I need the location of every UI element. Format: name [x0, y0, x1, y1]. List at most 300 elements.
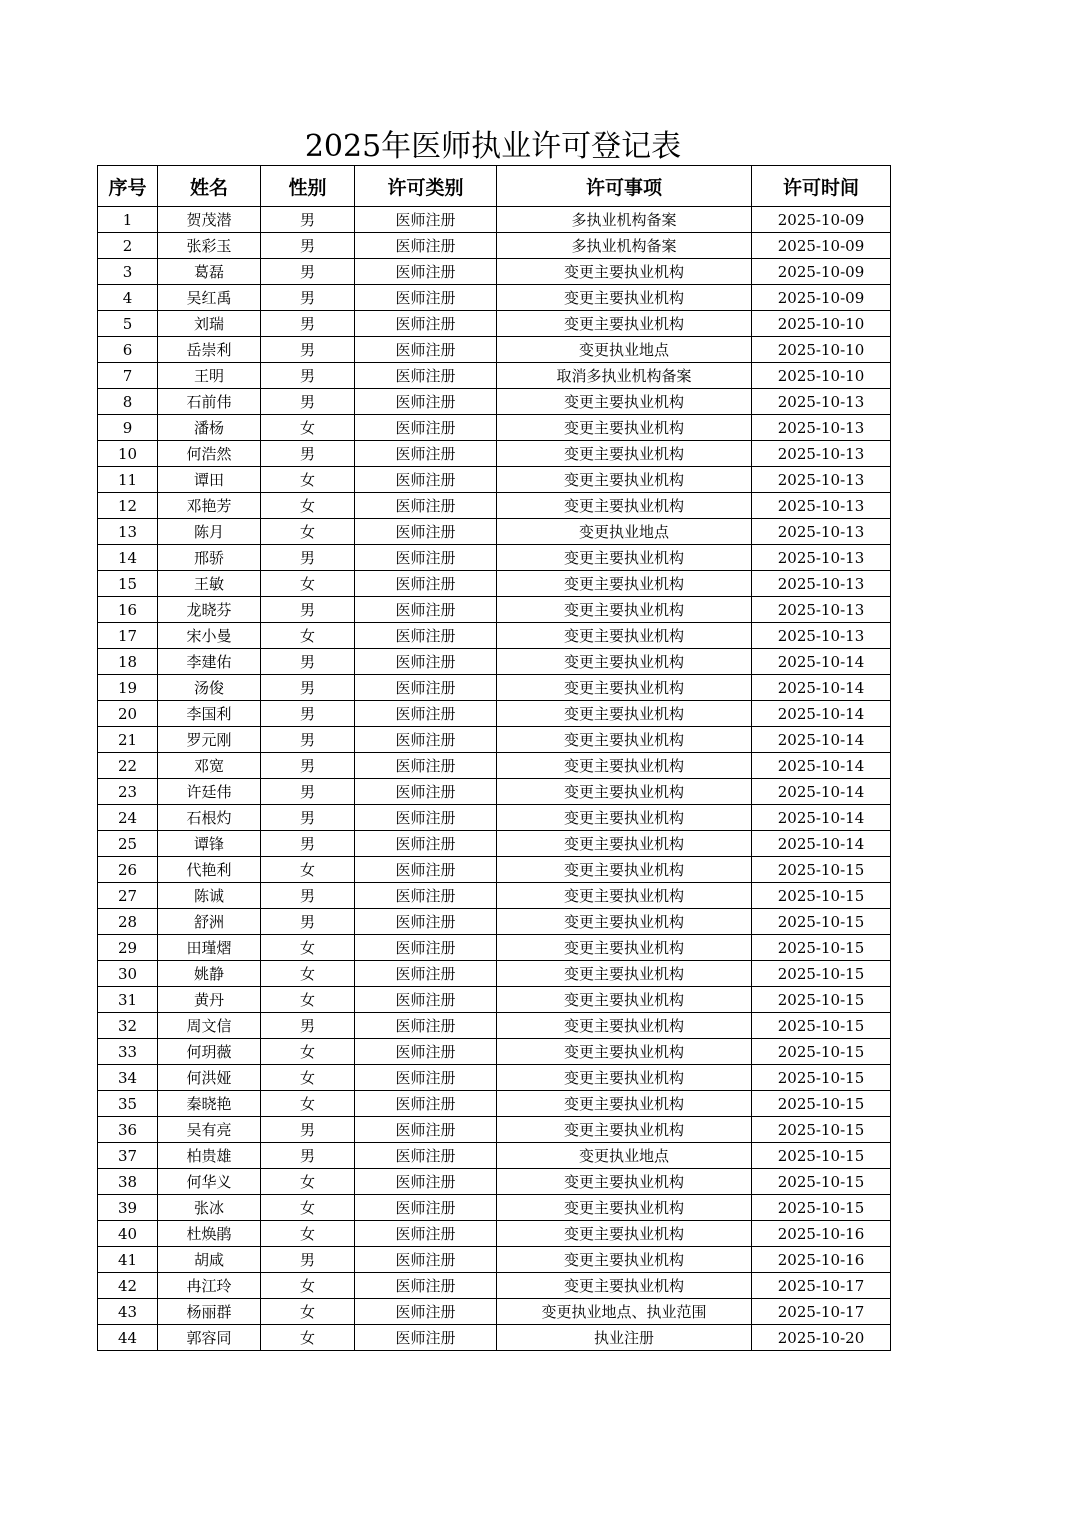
cell-date: 2025-10-13 [752, 467, 891, 493]
cell-name: 胡咸 [158, 1247, 261, 1273]
cell-date: 2025-10-15 [752, 1065, 891, 1091]
cell-item: 变更主要执业机构 [497, 987, 752, 1013]
cell-date: 2025-10-14 [752, 779, 891, 805]
cell-category: 医师注册 [355, 363, 497, 389]
table-row [98, 1299, 891, 1325]
cell-date: 2025-10-20 [752, 1325, 891, 1351]
cell-seq: 28 [98, 909, 158, 935]
cell-date: 2025-10-14 [752, 675, 891, 701]
cell-name: 岳崇利 [158, 337, 261, 363]
table-row [98, 1169, 891, 1195]
header-row [98, 166, 891, 207]
cell-gender: 女 [261, 1065, 355, 1091]
cell-seq: 40 [98, 1221, 158, 1247]
cell-seq: 36 [98, 1117, 158, 1143]
cell-gender: 男 [261, 597, 355, 623]
cell-seq: 33 [98, 1039, 158, 1065]
cell-gender: 女 [261, 1273, 355, 1299]
table-row [98, 259, 891, 285]
cell-gender: 男 [261, 779, 355, 805]
cell-item: 变更主要执业机构 [497, 1273, 752, 1299]
cell-category: 医师注册 [355, 207, 497, 233]
cell-item: 执业注册 [497, 1325, 752, 1351]
cell-gender: 女 [261, 1039, 355, 1065]
table-row [98, 675, 891, 701]
cell-gender: 男 [261, 389, 355, 415]
table-row [98, 545, 891, 571]
cell-category: 医师注册 [355, 441, 497, 467]
cell-gender: 男 [261, 545, 355, 571]
cell-item: 变更主要执业机构 [497, 441, 752, 467]
cell-gender: 女 [261, 1169, 355, 1195]
cell-category: 医师注册 [355, 623, 497, 649]
cell-date: 2025-10-10 [752, 363, 891, 389]
cell-item: 变更主要执业机构 [497, 675, 752, 701]
cell-date: 2025-10-13 [752, 597, 891, 623]
cell-date: 2025-10-09 [752, 259, 891, 285]
cell-seq: 20 [98, 701, 158, 727]
cell-item: 变更主要执业机构 [497, 571, 752, 597]
cell-gender: 男 [261, 675, 355, 701]
register-table [97, 165, 891, 1351]
cell-date: 2025-10-14 [752, 831, 891, 857]
cell-seq: 43 [98, 1299, 158, 1325]
table-row [98, 623, 891, 649]
cell-name: 代艳利 [158, 857, 261, 883]
cell-seq: 29 [98, 935, 158, 961]
cell-name: 杜焕鹃 [158, 1221, 261, 1247]
cell-name: 陈诚 [158, 883, 261, 909]
cell-date: 2025-10-17 [752, 1273, 891, 1299]
cell-name: 葛磊 [158, 259, 261, 285]
cell-gender: 男 [261, 805, 355, 831]
cell-gender: 男 [261, 233, 355, 259]
cell-seq: 23 [98, 779, 158, 805]
cell-seq: 10 [98, 441, 158, 467]
cell-item: 变更主要执业机构 [497, 597, 752, 623]
cell-gender: 女 [261, 519, 355, 545]
cell-seq: 1 [98, 207, 158, 233]
cell-seq: 31 [98, 987, 158, 1013]
cell-name: 何洪娅 [158, 1065, 261, 1091]
cell-gender: 女 [261, 935, 355, 961]
cell-item: 变更主要执业机构 [497, 701, 752, 727]
cell-date: 2025-10-16 [752, 1221, 891, 1247]
table-row [98, 441, 891, 467]
cell-seq: 12 [98, 493, 158, 519]
cell-name: 刘瑞 [158, 311, 261, 337]
table-row [98, 337, 891, 363]
cell-gender: 女 [261, 961, 355, 987]
cell-name: 冉江玲 [158, 1273, 261, 1299]
header-seq: 序号 [98, 166, 158, 207]
cell-category: 医师注册 [355, 1325, 497, 1351]
cell-name: 吴红禹 [158, 285, 261, 311]
header-category: 许可类别 [355, 166, 497, 207]
cell-gender: 男 [261, 909, 355, 935]
cell-category: 医师注册 [355, 285, 497, 311]
cell-date: 2025-10-14 [752, 805, 891, 831]
cell-name: 舒洲 [158, 909, 261, 935]
cell-seq: 30 [98, 961, 158, 987]
cell-date: 2025-10-15 [752, 1195, 891, 1221]
cell-gender: 女 [261, 1091, 355, 1117]
cell-gender: 女 [261, 1299, 355, 1325]
cell-gender: 女 [261, 467, 355, 493]
cell-name: 柏贵雄 [158, 1143, 261, 1169]
cell-item: 变更主要执业机构 [497, 1039, 752, 1065]
header-gender: 性别 [261, 166, 355, 207]
cell-name: 杨丽群 [158, 1299, 261, 1325]
cell-item: 多执业机构备案 [497, 233, 752, 259]
cell-gender: 女 [261, 571, 355, 597]
table-row [98, 727, 891, 753]
table-row [98, 831, 891, 857]
cell-name: 张彩玉 [158, 233, 261, 259]
cell-category: 医师注册 [355, 1195, 497, 1221]
cell-category: 医师注册 [355, 987, 497, 1013]
cell-date: 2025-10-13 [752, 545, 891, 571]
table-row [98, 519, 891, 545]
cell-gender: 男 [261, 701, 355, 727]
table-row [98, 311, 891, 337]
cell-category: 医师注册 [355, 883, 497, 909]
cell-date: 2025-10-10 [752, 337, 891, 363]
cell-name: 许廷伟 [158, 779, 261, 805]
cell-category: 医师注册 [355, 1013, 497, 1039]
table-row [98, 909, 891, 935]
cell-item: 变更主要执业机构 [497, 909, 752, 935]
cell-seq: 38 [98, 1169, 158, 1195]
cell-date: 2025-10-15 [752, 1013, 891, 1039]
cell-gender: 男 [261, 1117, 355, 1143]
table-row [98, 961, 891, 987]
cell-gender: 男 [261, 207, 355, 233]
table-row [98, 571, 891, 597]
cell-name: 何浩然 [158, 441, 261, 467]
cell-category: 医师注册 [355, 597, 497, 623]
cell-category: 医师注册 [355, 1091, 497, 1117]
cell-seq: 9 [98, 415, 158, 441]
cell-item: 变更主要执业机构 [497, 961, 752, 987]
cell-category: 医师注册 [355, 779, 497, 805]
cell-category: 医师注册 [355, 415, 497, 441]
cell-item: 变更主要执业机构 [497, 285, 752, 311]
cell-item: 变更主要执业机构 [497, 1247, 752, 1273]
cell-gender: 女 [261, 1195, 355, 1221]
cell-seq: 2 [98, 233, 158, 259]
cell-item: 变更主要执业机构 [497, 727, 752, 753]
table-row [98, 1247, 891, 1273]
table-row [98, 1013, 891, 1039]
table-row [98, 1091, 891, 1117]
cell-date: 2025-10-15 [752, 909, 891, 935]
cell-name: 汤俊 [158, 675, 261, 701]
cell-category: 医师注册 [355, 519, 497, 545]
table-row [98, 285, 891, 311]
table-row [98, 597, 891, 623]
cell-seq: 11 [98, 467, 158, 493]
cell-item: 变更主要执业机构 [497, 1065, 752, 1091]
cell-date: 2025-10-14 [752, 649, 891, 675]
cell-gender: 男 [261, 649, 355, 675]
cell-gender: 男 [261, 441, 355, 467]
cell-item: 变更主要执业机构 [497, 493, 752, 519]
cell-seq: 22 [98, 753, 158, 779]
cell-item: 变更主要执业机构 [497, 1195, 752, 1221]
cell-date: 2025-10-15 [752, 857, 891, 883]
cell-date: 2025-10-13 [752, 415, 891, 441]
cell-category: 医师注册 [355, 233, 497, 259]
cell-seq: 13 [98, 519, 158, 545]
cell-item: 变更执业地点 [497, 337, 752, 363]
cell-category: 医师注册 [355, 675, 497, 701]
cell-item: 变更主要执业机构 [497, 831, 752, 857]
cell-name: 宋小曼 [158, 623, 261, 649]
cell-name: 石前伟 [158, 389, 261, 415]
cell-date: 2025-10-13 [752, 441, 891, 467]
cell-item: 变更主要执业机构 [497, 805, 752, 831]
cell-item: 变更主要执业机构 [497, 779, 752, 805]
cell-gender: 男 [261, 337, 355, 363]
cell-category: 医师注册 [355, 259, 497, 285]
cell-seq: 7 [98, 363, 158, 389]
cell-category: 医师注册 [355, 1299, 497, 1325]
cell-name: 石根灼 [158, 805, 261, 831]
cell-name: 罗元刚 [158, 727, 261, 753]
cell-item: 变更主要执业机构 [497, 753, 752, 779]
table-row [98, 1221, 891, 1247]
cell-date: 2025-10-13 [752, 389, 891, 415]
cell-category: 医师注册 [355, 1247, 497, 1273]
cell-category: 医师注册 [355, 701, 497, 727]
cell-date: 2025-10-15 [752, 883, 891, 909]
cell-date: 2025-10-16 [752, 1247, 891, 1273]
cell-seq: 42 [98, 1273, 158, 1299]
table-row [98, 857, 891, 883]
cell-category: 医师注册 [355, 1065, 497, 1091]
cell-name: 吴有亮 [158, 1117, 261, 1143]
cell-date: 2025-10-15 [752, 1039, 891, 1065]
cell-name: 李国利 [158, 701, 261, 727]
table-row [98, 935, 891, 961]
cell-seq: 35 [98, 1091, 158, 1117]
cell-name: 邢骄 [158, 545, 261, 571]
table-row [98, 1065, 891, 1091]
cell-name: 何华义 [158, 1169, 261, 1195]
cell-name: 郭容同 [158, 1325, 261, 1351]
cell-gender: 男 [261, 727, 355, 753]
table-row [98, 493, 891, 519]
cell-seq: 6 [98, 337, 158, 363]
cell-gender: 女 [261, 415, 355, 441]
cell-gender: 男 [261, 831, 355, 857]
cell-category: 医师注册 [355, 1117, 497, 1143]
cell-date: 2025-10-13 [752, 519, 891, 545]
cell-seq: 41 [98, 1247, 158, 1273]
cell-date: 2025-10-09 [752, 233, 891, 259]
cell-seq: 5 [98, 311, 158, 337]
cell-seq: 24 [98, 805, 158, 831]
cell-item: 变更执业地点 [497, 1143, 752, 1169]
cell-date: 2025-10-10 [752, 311, 891, 337]
cell-date: 2025-10-13 [752, 623, 891, 649]
cell-name: 潘杨 [158, 415, 261, 441]
cell-gender: 男 [261, 883, 355, 909]
table-row [98, 779, 891, 805]
cell-item: 变更主要执业机构 [497, 649, 752, 675]
cell-category: 医师注册 [355, 467, 497, 493]
cell-item: 变更主要执业机构 [497, 623, 752, 649]
cell-gender: 女 [261, 987, 355, 1013]
cell-category: 医师注册 [355, 1039, 497, 1065]
cell-date: 2025-10-14 [752, 727, 891, 753]
table-row [98, 753, 891, 779]
header-item: 许可事项 [497, 166, 752, 207]
cell-item: 变更主要执业机构 [497, 545, 752, 571]
cell-name: 邓艳芳 [158, 493, 261, 519]
cell-category: 医师注册 [355, 961, 497, 987]
cell-date: 2025-10-09 [752, 207, 891, 233]
table-row [98, 1143, 891, 1169]
cell-gender: 男 [261, 259, 355, 285]
table-row [98, 883, 891, 909]
cell-category: 医师注册 [355, 831, 497, 857]
cell-category: 医师注册 [355, 1221, 497, 1247]
cell-date: 2025-10-14 [752, 701, 891, 727]
cell-item: 变更主要执业机构 [497, 1117, 752, 1143]
cell-date: 2025-10-13 [752, 493, 891, 519]
cell-item: 变更主要执业机构 [497, 415, 752, 441]
cell-seq: 27 [98, 883, 158, 909]
cell-name: 李建佑 [158, 649, 261, 675]
cell-gender: 女 [261, 1221, 355, 1247]
cell-name: 周文信 [158, 1013, 261, 1039]
cell-name: 张冰 [158, 1195, 261, 1221]
cell-gender: 女 [261, 1325, 355, 1351]
table-row [98, 649, 891, 675]
cell-item: 变更主要执业机构 [497, 857, 752, 883]
cell-gender: 女 [261, 857, 355, 883]
cell-name: 谭锋 [158, 831, 261, 857]
cell-date: 2025-10-15 [752, 961, 891, 987]
cell-date: 2025-10-14 [752, 753, 891, 779]
table-row [98, 1325, 891, 1351]
table-row [98, 467, 891, 493]
table-row [98, 389, 891, 415]
cell-seq: 25 [98, 831, 158, 857]
cell-category: 医师注册 [355, 571, 497, 597]
cell-gender: 女 [261, 623, 355, 649]
table-body [98, 207, 891, 1351]
cell-item: 变更执业地点、执业范围 [497, 1299, 752, 1325]
cell-gender: 男 [261, 285, 355, 311]
cell-item: 多执业机构备案 [497, 207, 752, 233]
cell-seq: 16 [98, 597, 158, 623]
cell-date: 2025-10-15 [752, 1169, 891, 1195]
cell-category: 医师注册 [355, 493, 497, 519]
cell-seq: 39 [98, 1195, 158, 1221]
cell-date: 2025-10-15 [752, 1117, 891, 1143]
cell-item: 变更主要执业机构 [497, 883, 752, 909]
cell-seq: 18 [98, 649, 158, 675]
cell-category: 医师注册 [355, 753, 497, 779]
cell-gender: 男 [261, 363, 355, 389]
cell-item: 变更主要执业机构 [497, 311, 752, 337]
table-row [98, 805, 891, 831]
cell-name: 姚静 [158, 961, 261, 987]
cell-seq: 3 [98, 259, 158, 285]
table-row [98, 1195, 891, 1221]
cell-category: 医师注册 [355, 389, 497, 415]
cell-gender: 男 [261, 311, 355, 337]
cell-item: 取消多执业机构备案 [497, 363, 752, 389]
cell-item: 变更主要执业机构 [497, 1091, 752, 1117]
cell-gender: 男 [261, 753, 355, 779]
cell-seq: 15 [98, 571, 158, 597]
cell-item: 变更主要执业机构 [497, 259, 752, 285]
cell-date: 2025-10-15 [752, 1091, 891, 1117]
cell-item: 变更主要执业机构 [497, 935, 752, 961]
cell-item: 变更主要执业机构 [497, 389, 752, 415]
table-row [98, 363, 891, 389]
cell-name: 谭田 [158, 467, 261, 493]
table-row [98, 1273, 891, 1299]
table-header [98, 166, 891, 207]
cell-category: 医师注册 [355, 857, 497, 883]
cell-item: 变更主要执业机构 [497, 1221, 752, 1247]
table-row [98, 207, 891, 233]
cell-date: 2025-10-17 [752, 1299, 891, 1325]
cell-seq: 14 [98, 545, 158, 571]
cell-item: 变更主要执业机构 [497, 1169, 752, 1195]
cell-seq: 19 [98, 675, 158, 701]
cell-date: 2025-10-13 [752, 571, 891, 597]
table-row [98, 233, 891, 259]
cell-date: 2025-10-15 [752, 935, 891, 961]
cell-category: 医师注册 [355, 805, 497, 831]
cell-name: 何玥薇 [158, 1039, 261, 1065]
cell-seq: 44 [98, 1325, 158, 1351]
table-row [98, 1117, 891, 1143]
cell-gender: 女 [261, 493, 355, 519]
cell-date: 2025-10-09 [752, 285, 891, 311]
cell-name: 王敏 [158, 571, 261, 597]
cell-seq: 21 [98, 727, 158, 753]
cell-seq: 8 [98, 389, 158, 415]
cell-category: 医师注册 [355, 1273, 497, 1299]
cell-gender: 男 [261, 1247, 355, 1273]
cell-name: 黄丹 [158, 987, 261, 1013]
table-row [98, 1039, 891, 1065]
header-date: 许可时间 [752, 166, 891, 207]
cell-category: 医师注册 [355, 1169, 497, 1195]
cell-category: 医师注册 [355, 311, 497, 337]
cell-seq: 26 [98, 857, 158, 883]
cell-gender: 男 [261, 1143, 355, 1169]
table-row [98, 987, 891, 1013]
cell-name: 田瑾熠 [158, 935, 261, 961]
cell-name: 贺茂潜 [158, 207, 261, 233]
cell-name: 王明 [158, 363, 261, 389]
cell-name: 秦晓艳 [158, 1091, 261, 1117]
cell-name: 龙晓芬 [158, 597, 261, 623]
page-title: 2025年医师执业许可登记表 [304, 129, 682, 164]
cell-item: 变更执业地点 [497, 519, 752, 545]
cell-category: 医师注册 [355, 935, 497, 961]
cell-category: 医师注册 [355, 545, 497, 571]
cell-category: 医师注册 [355, 909, 497, 935]
